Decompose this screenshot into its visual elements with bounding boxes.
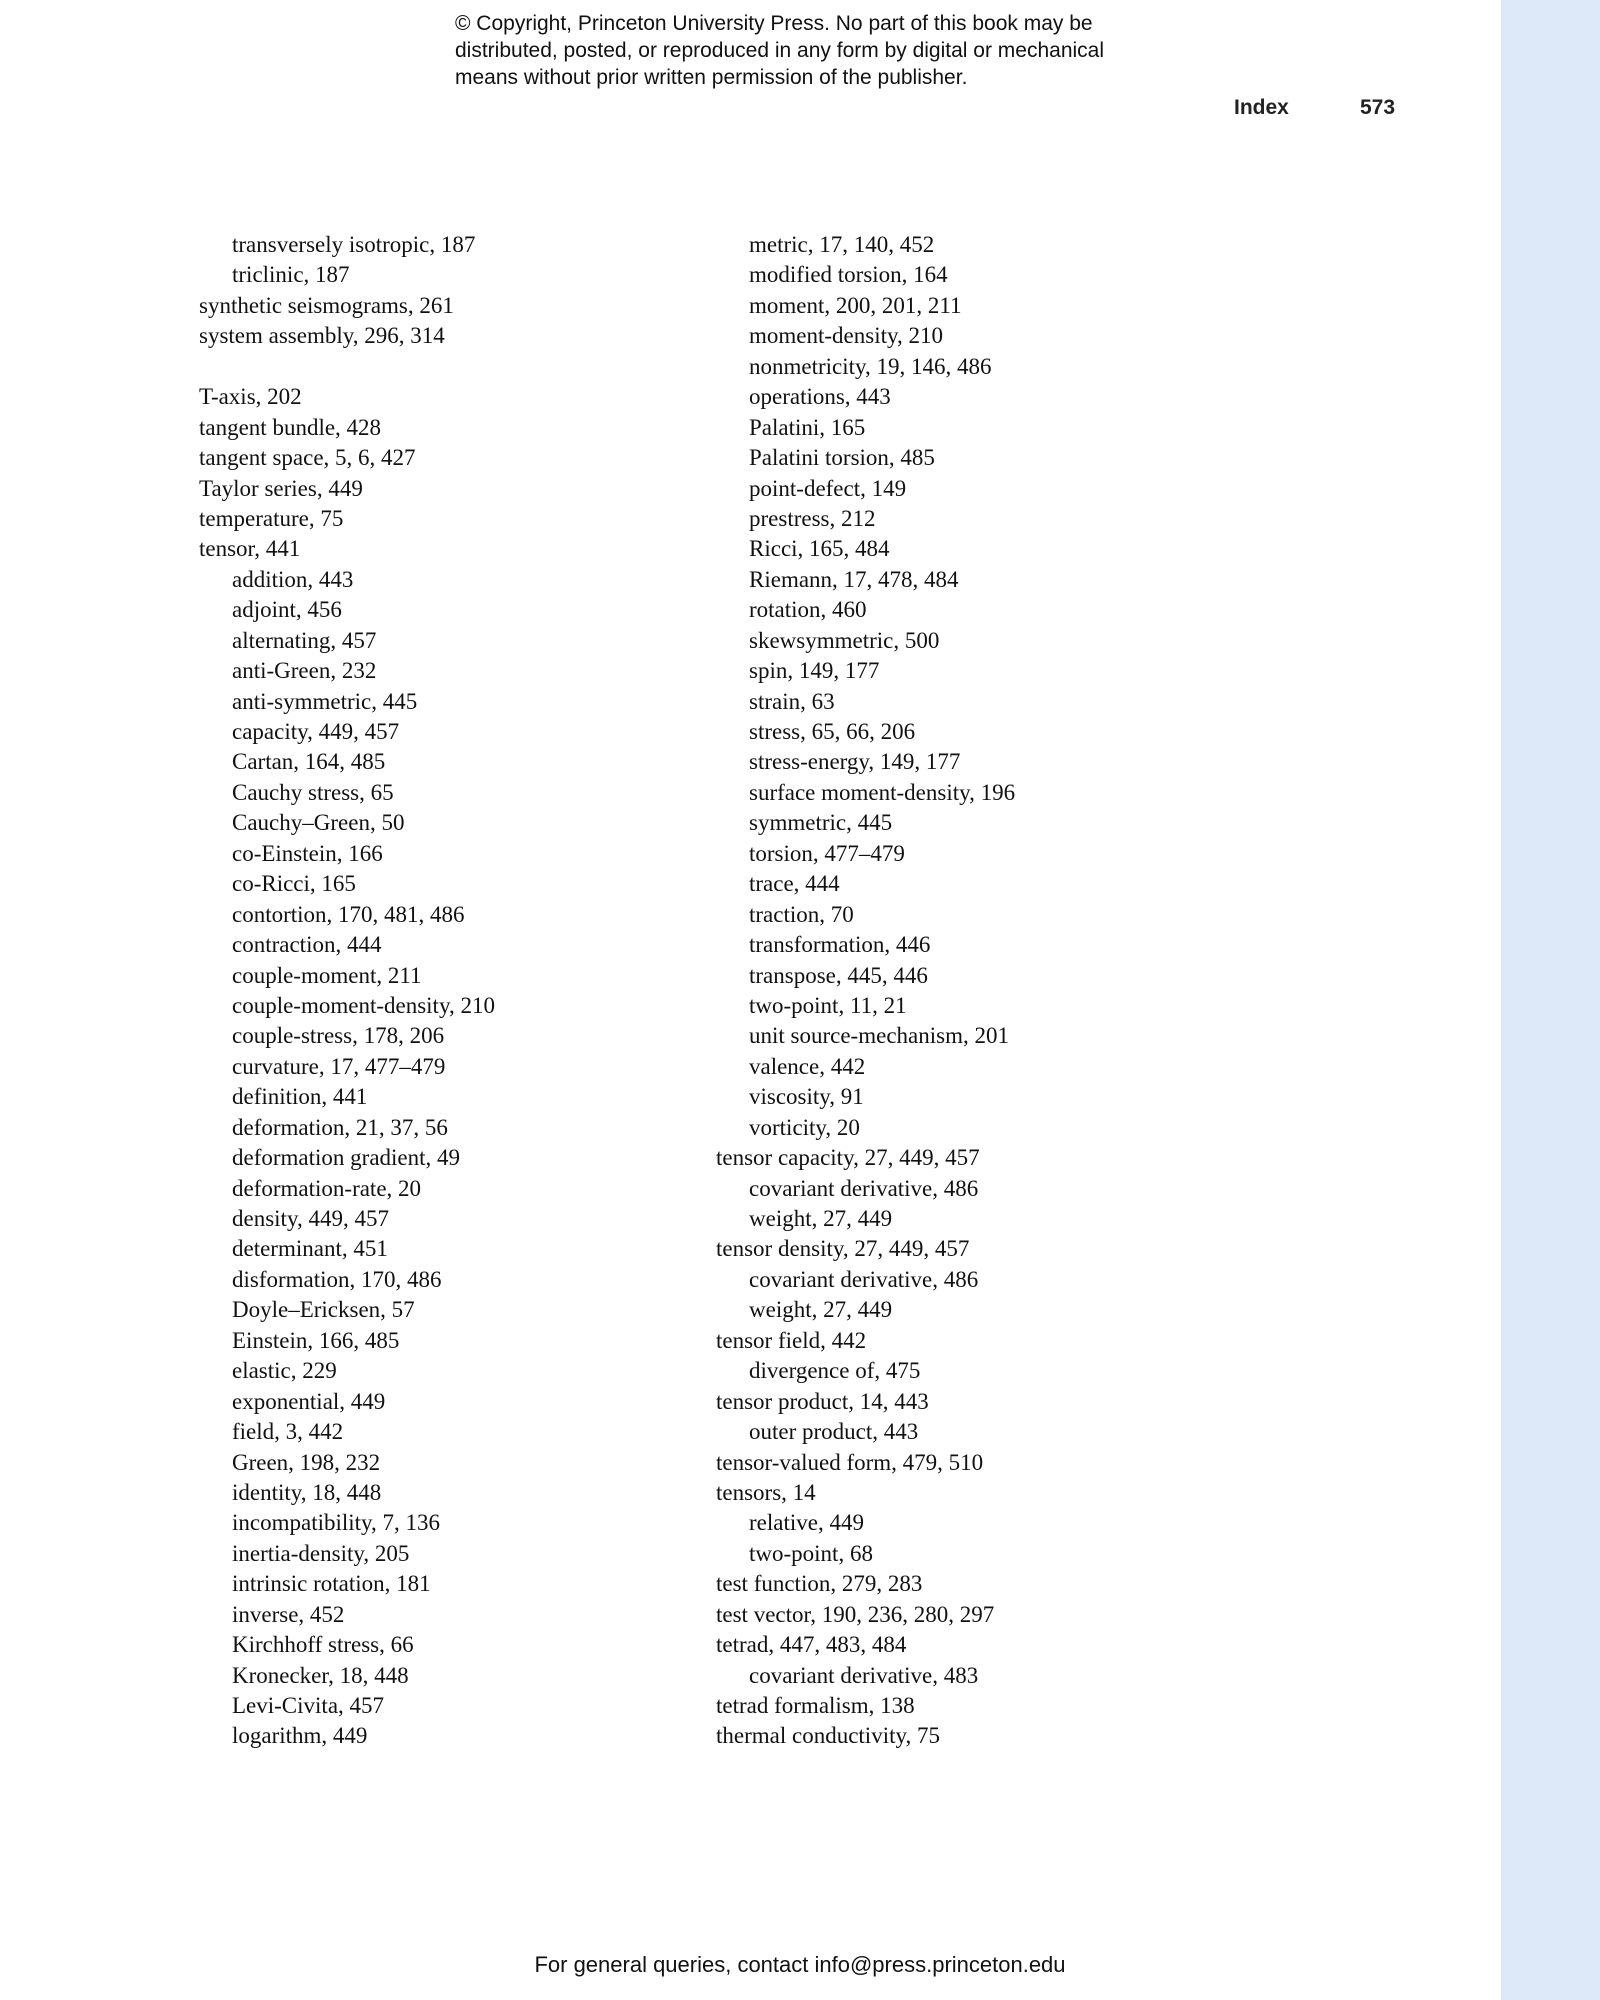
index-subentry: Palatini, 165 [749,414,866,440]
index-subentry: valence, 442 [749,1053,866,1079]
index-entry: tensor density, 27, 449, 457 [716,1236,970,1262]
index-entry: tensor product, 14, 443 [716,1388,929,1414]
index-subentry: torsion, 477–479 [749,840,905,866]
index-column-left [199,230,669,1752]
index-subentry: anti-symmetric, 445 [232,688,418,714]
index-subentry: contortion, 170, 481, 486 [232,901,465,927]
index-subentry: Einstein, 166, 485 [232,1327,400,1353]
index-entry: tensor, 441 [199,536,301,562]
index-subentry: field, 3, 442 [232,1419,344,1445]
index-subentry: transpose, 445, 446 [749,962,928,988]
index-subentry: identity, 18, 448 [232,1479,382,1505]
index-subentry: couple-moment, 211 [232,962,422,988]
index-entry: tetrad formalism, 138 [716,1693,915,1718]
index-subentry: covariant derivative, 486 [749,1266,979,1292]
index-subentry: couple-stress, 178, 206 [232,1023,445,1049]
index-subentry: unit source-mechanism, 201 [749,1023,1009,1049]
index-subentry: density, 449, 457 [232,1206,389,1231]
index-subentry: Levi-Civita, 457 [232,1693,385,1718]
index-subentry: surface moment-density, 196 [749,779,1016,805]
index-subentry: metric, 17, 140, 452 [749,232,935,257]
index-entry: tensors, 14 [716,1479,816,1505]
index-subentry: incompatibility, 7, 136 [232,1510,441,1536]
index-subentry: modified torsion, 164 [749,262,948,288]
index-subentry: exponential, 449 [232,1388,386,1414]
index-entry: test function, 279, 283 [716,1571,923,1597]
index-subentry: Palatini torsion, 485 [749,445,935,471]
index-spacer [199,352,669,382]
index-subentry: stress-energy, 149, 177 [749,749,961,775]
index-subentry: anti-Green, 232 [232,658,377,684]
index-subentry: Green, 198, 232 [232,1449,381,1475]
index-subentry: disformation, 170, 486 [232,1266,442,1292]
index-subentry: relative, 449 [749,1510,864,1536]
index-subentry: inverse, 452 [232,1601,345,1627]
index-subentry: Kirchhoff stress, 66 [232,1632,414,1658]
index-entry: Taylor series, 449 [199,475,363,501]
index-subentry: covariant derivative, 486 [749,1175,979,1201]
index-entry: synthetic seismograms, 261 [199,292,454,318]
index-subentry: Cartan, 164, 485 [232,749,386,775]
index-entry: test vector, 190, 236, 280, 297 [716,1601,995,1627]
index-subentry: traction, 70 [749,901,854,927]
index-subentry: operations, 443 [749,384,891,410]
index-subentry: Kronecker, 18, 448 [232,1662,409,1688]
index-subentry: vorticity, 20 [749,1114,860,1140]
index-entry: tensor-valued form, 479, 510 [716,1449,984,1475]
index-subentry: moment, 200, 201, 211 [749,292,962,318]
index-subentry: definition, 441 [232,1084,368,1110]
index-subentry: Doyle–Ericksen, 57 [232,1297,415,1323]
index-subentry: deformation, 21, 37, 56 [232,1114,448,1140]
index-subentry: nonmetricity, 19, 146, 486 [749,353,992,379]
index-subentry: determinant, 451 [232,1236,388,1262]
index-entry: tangent bundle, 428 [199,414,382,440]
index-entry: temperature, 75 [199,505,344,531]
index-subentry: rotation, 460 [749,597,867,623]
index-subentry: Cauchy–Green, 50 [232,810,405,836]
index-subentry: curvature, 17, 477–479 [232,1053,446,1079]
index-subentry: symmetric, 445 [749,810,893,836]
index-entry: system assembly, 296, 314 [199,323,445,349]
index-subentry: Cauchy stress, 65 [232,779,394,805]
page-number: 573 [1360,96,1396,119]
index-subentry: intrinsic rotation, 181 [232,1571,431,1597]
index-subentry: point-defect, 149 [749,475,907,501]
index-subentry: capacity, 449, 457 [232,719,400,744]
side-margin-strip [1501,0,1600,2000]
index-subentry: covariant derivative, 483 [749,1662,979,1688]
index-subentry: co-Ricci, 165 [232,871,356,897]
index-subentry: viscosity, 91 [749,1084,864,1110]
index-subentry: transformation, 446 [749,932,931,958]
index-subentry: skewsymmetric, 500 [749,627,940,653]
index-subentry: divergence of, 475 [749,1358,921,1384]
index-subentry: triclinic, 187 [232,262,350,288]
index-subentry: alternating, 457 [232,627,377,653]
index-entry: tensor field, 442 [716,1327,867,1353]
running-head [0,96,1400,126]
index-entry: tensor capacity, 27, 449, 457 [716,1145,980,1171]
index-subentry: Ricci, 165, 484 [749,536,890,562]
section-title: Index [1234,96,1289,119]
index-subentry: elastic, 229 [232,1358,337,1384]
index-subentry: inertia-density, 205 [232,1540,410,1566]
index-subentry: moment-density, 210 [749,323,943,349]
index-subentry: two-point, 11, 21 [749,992,907,1018]
index-subentry: couple-moment-density, 210 [232,992,495,1018]
index-entry: tetrad, 447, 483, 484 [716,1632,907,1658]
index-entry: tangent space, 5, 6, 427 [199,445,416,471]
index-entry: thermal conductivity, 75 [716,1723,940,1749]
index-subentry: spin, 149, 177 [749,658,880,684]
index-subentry: logarithm, 449 [232,1723,368,1749]
index-subentry: Riemann, 17, 478, 484 [749,566,959,592]
index-entry: T-axis, 202 [199,384,302,410]
index-subentry: weight, 27, 449 [749,1297,893,1323]
footer-contact: For general queries, contact info@press.princeton.edu [534,1952,1066,1977]
index-subentry: deformation-rate, 20 [232,1175,422,1201]
index-subentry: co-Einstein, 166 [232,840,383,866]
index-subentry: adjoint, 456 [232,597,342,623]
index-subentry: addition, 443 [232,566,354,592]
index-subentry: stress, 65, 66, 206 [749,719,916,744]
index-subentry: outer product, 443 [749,1419,919,1445]
index-subentry: strain, 63 [749,688,835,714]
copyright-notice: © Copyright, Princeton University Press. No part of this book may be distributed, posted, or reproduced in any form by digital or mechanical means without prior written permission of the publisher. [455,12,1105,89]
index-subentry: trace, 444 [749,871,840,897]
index-subentry: deformation gradient, 49 [232,1145,461,1171]
index-subentry: contraction, 444 [232,932,382,958]
index-subentry: prestress, 212 [749,505,876,531]
index-column-right [716,230,1186,1752]
index-subentry: two-point, 68 [749,1540,873,1566]
index-subentry: weight, 27, 449 [749,1206,893,1231]
index-subentry: transversely isotropic, 187 [232,232,476,257]
